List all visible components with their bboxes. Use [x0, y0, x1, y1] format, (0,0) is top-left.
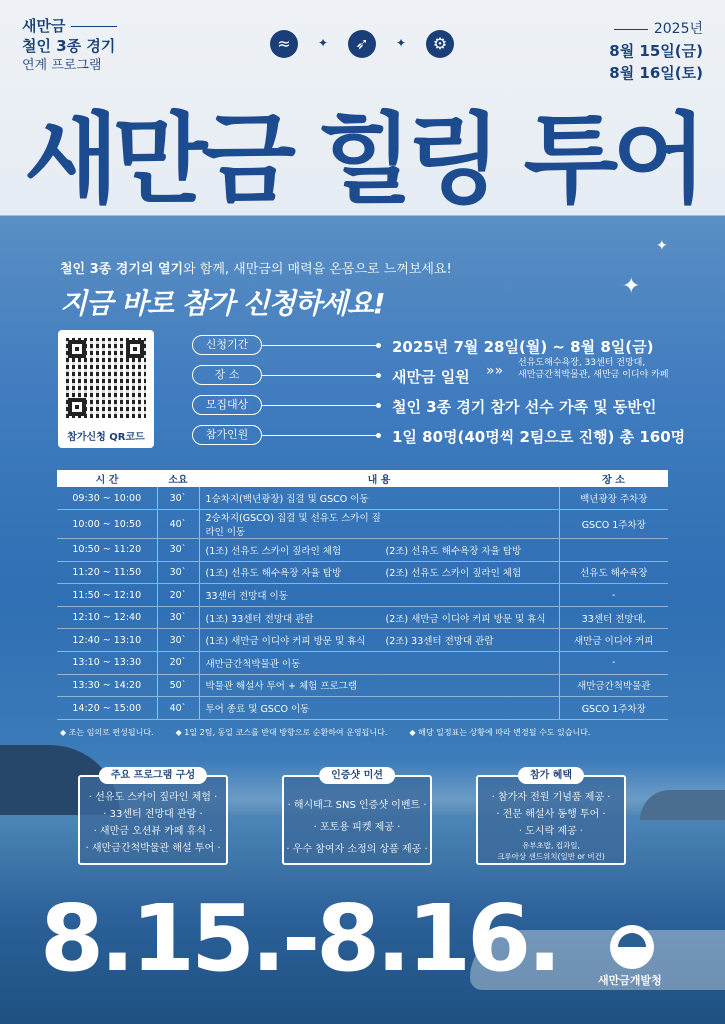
- content-group2: (2조) 새만금 이디야 커피 방문 및 휴식: [385, 613, 546, 625]
- cell-place: GSCO 1주차장: [559, 697, 668, 720]
- header-line3: 연계 프로그램: [22, 58, 102, 73]
- content-group1: (1조) 선유도 스카이 짚라인 체험: [205, 545, 342, 557]
- list-item: · 포토용 피켓 제공 ·: [313, 822, 401, 833]
- cell-place: 백년광장 주차장: [559, 487, 668, 510]
- cell-duration: 30`: [157, 629, 199, 652]
- swim-icon: ≈: [270, 30, 298, 58]
- cell-place: -: [559, 584, 668, 607]
- star-icon: ✦: [396, 36, 407, 50]
- list-item: · 도시락 제공 ·: [518, 826, 584, 837]
- star-icon: ✦: [318, 36, 329, 50]
- header-right: [609, 18, 703, 84]
- cell-duration: 40`: [157, 510, 199, 539]
- cell-content: [199, 697, 559, 720]
- table-row: [57, 674, 668, 697]
- lunch-note: 크루아상 샌드위치(일반 or 비건): [497, 852, 605, 861]
- list-item: · 참가자 전원 기념품 제공 ·: [491, 792, 611, 803]
- header-line2: 철인 3종 경기: [22, 37, 116, 55]
- content-group1: 투어 종료 및 GSCO 이동: [205, 704, 310, 716]
- cell-content: [199, 539, 559, 562]
- table-row: [57, 606, 668, 629]
- cell-time: 12:10 ~ 12:40: [57, 606, 157, 629]
- chevrons-icon: »»: [486, 363, 504, 379]
- table-header-row: [57, 470, 668, 487]
- info-label-period: 신청기간: [192, 335, 262, 355]
- program-box: [78, 770, 228, 865]
- cell-time: 10:50 ~ 11:20: [57, 539, 157, 562]
- header-date1: 8월 15일(금): [609, 42, 703, 60]
- cell-time: 10:00 ~ 10:50: [57, 510, 157, 539]
- col-header-content: 내 용: [199, 470, 559, 487]
- cell-time: 11:20 ~ 11:50: [57, 561, 157, 584]
- cell-content: [199, 487, 559, 510]
- list-item: · 우수 참여자 소정의 상품 제공 ·: [286, 844, 428, 855]
- qr-label: 참가신청 QR코드: [67, 432, 145, 443]
- content-group1: 박물관 해설사 투어 + 체험 프로그램: [205, 681, 358, 693]
- list-item: · 33센터 전망대 관람 ·: [103, 809, 203, 820]
- table-row: [57, 652, 668, 675]
- info-label-target: 모집대상: [192, 395, 262, 415]
- cell-place: GSCO 1주차장: [559, 510, 668, 539]
- content-group2: (2조) 33센터 전망대 관람: [385, 636, 494, 648]
- table-row: [57, 584, 668, 607]
- table-row: [57, 539, 668, 562]
- cell-duration: 30`: [157, 561, 199, 584]
- cell-content: [199, 584, 559, 607]
- content-group1: 새만금간척박물관 이동: [205, 658, 301, 670]
- table-notes: ◆ 조는 임의로 편성됩니다. ◆ 1일 2팀, 동일 코스를 반대 방향으로 순환하여 운영됩니다. ◆ 해당 일정표는 상황에 따라 변경될 수도 있습니다.: [60, 728, 591, 737]
- bike-icon: ⚙: [426, 30, 454, 58]
- lunch-note: 유부초밥, 컵과일,: [522, 841, 580, 850]
- big-date: 8.15.-8.16.: [40, 885, 559, 992]
- program-box-title: 주요 프로그램 구성: [99, 767, 207, 784]
- cell-content: [199, 652, 559, 675]
- cell-time: 11:50 ~ 12:10: [57, 584, 157, 607]
- info-value-count: 1일 80명(40명씩 2팀으로 진행) 총 160명: [392, 428, 686, 446]
- list-item: · 전문 해설사 동행 투어 ·: [496, 809, 606, 820]
- info-value-period: 2025년 7월 28일(월) ~ 8월 8일(금): [392, 338, 654, 356]
- benefit-box: [476, 770, 626, 865]
- cell-place: 새만금간척박물관: [559, 674, 668, 697]
- col-header-time: 시 간: [57, 470, 157, 487]
- cell-duration: 50`: [157, 674, 199, 697]
- cell-time: 09:30 ~ 10:00: [57, 487, 157, 510]
- table-row: [57, 510, 668, 539]
- intro-text: 철인 3종 경기의 열기와 함께, 새만금의 매력을 온몸으로 느껴보세요!: [60, 262, 452, 277]
- agency-name: 새만금개발청: [598, 974, 662, 987]
- cell-content: [199, 606, 559, 629]
- info-value-target: 철인 3종 경기 참가 선수 가족 및 동반인: [392, 398, 657, 416]
- benefit-box-title: 참가 혜택: [518, 767, 584, 784]
- schedule-table: [57, 470, 668, 720]
- cell-time: 13:10 ~ 13:30: [57, 652, 157, 675]
- table-row: [57, 487, 668, 510]
- header-left: [22, 16, 132, 76]
- cell-time: 12:40 ~ 13:10: [57, 629, 157, 652]
- col-header-place: 장 소: [559, 470, 668, 487]
- island-right: [640, 790, 725, 820]
- content-group1: 33센터 전망대 이동: [205, 591, 288, 603]
- cell-duration: 30`: [157, 487, 199, 510]
- content-group1: 1승차지(백년광장) 집결 및 GSCO 이동: [205, 494, 369, 506]
- header-year: 2025년: [653, 21, 703, 37]
- content-group2: (2조) 선유도 해수욕장 자율 탐방: [385, 545, 522, 557]
- content-group1: 2승차지(GSCO) 집결 및 선유도 스카이 짚라인 이동: [205, 513, 381, 539]
- header-date2: 8월 16일(토): [609, 64, 703, 82]
- agency-logo-icon: [610, 925, 654, 969]
- cell-duration: 20`: [157, 584, 199, 607]
- cell-content: [199, 629, 559, 652]
- mission-box: [282, 770, 432, 865]
- list-item: · 새만금간척박물관 해설 투어 ·: [85, 843, 221, 854]
- content-group1: (1조) 새만금 이디야 커피 방문 및 휴식: [205, 636, 366, 648]
- sparkle-icon: ✦: [622, 274, 641, 299]
- table-row: [57, 561, 668, 584]
- cell-place: 새만금 이디야 커피: [559, 629, 668, 652]
- intro-headline: 지금 바로 참가 신청하세요!: [60, 287, 385, 320]
- cell-content: [199, 510, 559, 539]
- cell-place: 33센터 전망대,: [559, 606, 668, 629]
- cell-duration: 20`: [157, 652, 199, 675]
- list-item: · 새만금 오션뷰 카페 휴식 ·: [93, 826, 213, 837]
- col-header-duration: 소요: [157, 470, 199, 487]
- content-group2: (2조) 선유도 스카이 짚라인 체험: [385, 568, 522, 580]
- content-group1: (1조) 33센터 전망대 관람: [205, 613, 314, 625]
- info-label-place: 장 소: [192, 365, 262, 385]
- cell-place: 선유도 해수욕장: [559, 561, 668, 584]
- list-item: · 해시태그 SNS 인증샷 이벤트 ·: [287, 800, 427, 811]
- header-line1: 새만금: [22, 17, 66, 35]
- cell-duration: 40`: [157, 697, 199, 720]
- cell-time: 13:30 ~ 14:20: [57, 674, 157, 697]
- cell-content: [199, 674, 559, 697]
- sparkle-icon: ✦: [656, 238, 668, 254]
- info-label-count: 참가인원: [192, 425, 262, 445]
- qr-code-box[interactable]: [58, 330, 154, 448]
- content-group1: (1조) 선유도 해수욕장 자율 탐방: [205, 568, 342, 580]
- table-row: [57, 629, 668, 652]
- place-note: 선유도해수욕장, 33센터 전망대, 새만금간척박물관, 새만금 이디야 카페: [518, 358, 669, 380]
- table-row: [57, 697, 668, 720]
- page-title: 새만금 힐링 투어: [24, 103, 701, 217]
- cell-time: 14:20 ~ 15:00: [57, 697, 157, 720]
- info-value-place: 새만금 일원: [392, 368, 470, 386]
- cell-duration: 30`: [157, 606, 199, 629]
- cell-place: [559, 539, 668, 562]
- mission-box-title: 인증샷 미션: [319, 767, 395, 784]
- run-icon: ➶: [348, 30, 376, 58]
- cell-place: -: [559, 652, 668, 675]
- list-item: · 선유도 스카이 짚라인 체험 ·: [88, 792, 218, 803]
- cell-content: [199, 561, 559, 584]
- cell-duration: 30`: [157, 539, 199, 562]
